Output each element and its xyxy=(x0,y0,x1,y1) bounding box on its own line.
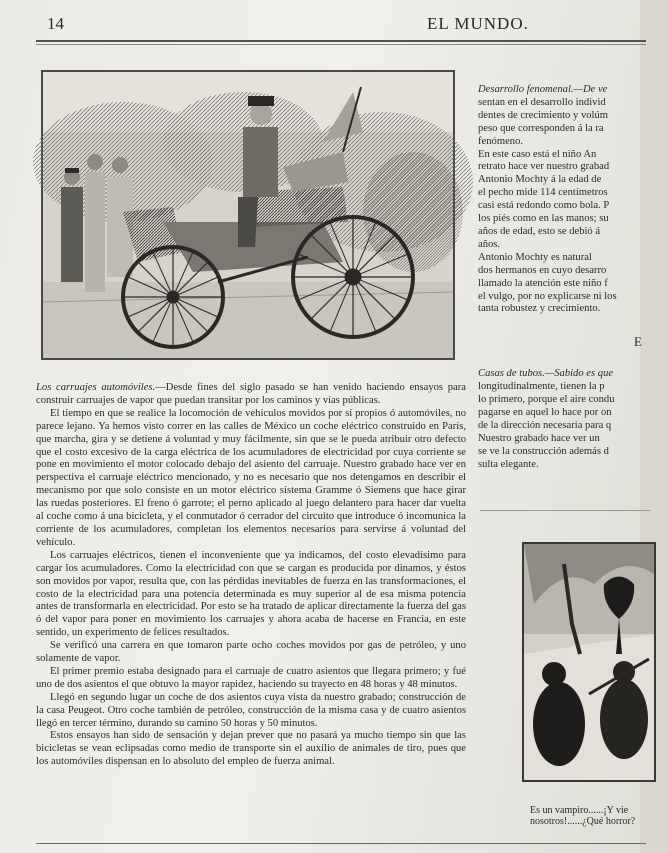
right-line: llamado la atención este niño f xyxy=(478,277,608,289)
right-line: retrato hace ver nuestro grabad xyxy=(478,161,610,173)
right-line: se ve la construcción además d xyxy=(478,445,609,457)
header-rule-thin xyxy=(36,44,646,45)
right-line: Desarrollo fenomenal.—De ve xyxy=(478,84,608,95)
article-paragraph: El tiempo en que se realice la locomoción de vehículos movidos por sí propios ó automóviles, no parece lejano. Ya hemos visto correr en las calles de México un coche eléctrico construido en París, que marcha, gira y se detiene á voluntad y muy fácilmente, sin que se le pueda atribuir otro defecto que el costo excesivo de la carga eléctrica de los acumuladores de electricidad por cuya corriente se pone en movimiento el motor colocado debajo del asiento del carruaje. Nuestro grabado hace ver en perspectiva el carruaje eléctrico mencionado, y no es necesario que nos detengamos en describir el mecanismo por que solo consiste en un motor eléctrico sistema Gramme ó Siemens que hace girar las ruedas posteriores. El freno ó garrote; el perno aplicado al juego delantero para hacer dar vuelta al coche como á una bicicleta, y el conmutador ó cerrador del circuito que introduce ó incomunica la corriente de los acumuladores, completan los elementos necesarios para servirse á voluntad del vehículo. xyxy=(36,407,466,548)
section-heading-letter: E xyxy=(634,334,642,349)
running-head: EL MUNDO. xyxy=(427,14,529,33)
right-line: dentes de crecimiento y volúm xyxy=(478,109,609,121)
cartoon-caption xyxy=(530,805,635,827)
right-line: sulta elegante. xyxy=(478,458,539,470)
right-line: Nuestro grabado hace ver un xyxy=(478,432,600,444)
article-text: —Desde fines del siglo pasado se han venido haciendo ensayos para construir carruajes de vapor que puedan transitar por los caminos y vías públicas. xyxy=(36,382,466,406)
article-paragraph: Se verificó una carrera en que tomaron parte ocho coches movidos por gas de petróleo, y uno solamente de vapor. xyxy=(36,640,466,665)
right-line: peso que corresponden á la ra xyxy=(478,122,604,134)
right-line: fenómeno. xyxy=(478,135,524,147)
right-line: En este caso está el niño An xyxy=(478,148,597,160)
right-line: longitudinalmente, tienen la p xyxy=(478,381,605,393)
right-line: Antonio Mochty á la edad de xyxy=(478,174,602,186)
page-number: 14 xyxy=(47,14,64,33)
header-rule xyxy=(36,40,646,42)
right-line: Casas de tubos.—Sabido es que xyxy=(478,368,614,380)
right-line: dos hermanos en cuyo desarro xyxy=(478,264,607,276)
right-column xyxy=(478,84,668,472)
article-paragraph xyxy=(36,382,466,408)
caption-line: Es un vampiro......¡Y vie xyxy=(530,805,629,816)
vampire-cartoon xyxy=(522,542,656,782)
right-line: sentan en el desarrollo individ xyxy=(478,96,606,108)
article-paragraph: Llegó en segundo lugar un coche de dos asientos cuya vista da nuestro grabado; construcción de la casa Peugeot. Otro coche también de petróleo, construcción de la misma casa y de cuatro asientos llegó en tercer término, durando su camino 50 horas y 50 minutos. xyxy=(36,691,466,729)
automobile-engraving xyxy=(41,70,455,360)
article-lead: Los carruajes automóviles. xyxy=(36,382,156,393)
right-line: de la dirección necesaria para q xyxy=(478,419,612,431)
right-line: años. xyxy=(478,238,501,250)
right-line: años de edad, esto se debió á xyxy=(478,225,601,237)
caption-line: nosotros!......¿Qué horror? xyxy=(530,816,636,827)
right-line: pagarse en aquel lo hace por on xyxy=(478,407,612,419)
right-line: el vulgo, por no explicarse ni los xyxy=(478,290,617,302)
right-line: el pecho mide 114 centímetros xyxy=(478,187,608,199)
article-paragraph: Estos ensayos han sido de sensación y dejan prever que no pasará ya mucho tiempo sin que las bicicletas se vean eclipsadas como medio de transporte sin el auxilio de animales de tiro, pues que los automóviles dispensan en lo absoluto del empleo de fuerza animal. xyxy=(36,730,466,768)
right-line: casi está redondo como bola. P xyxy=(478,200,610,212)
article-paragraph: El primer premio estaba designado para el carruaje de cuatro asientos que llegara primero; y fué uno de dos asientos el que obtuvo la mayor rapidez, haciendo su trayecto en 48 horas y 48 minutos. xyxy=(36,665,466,690)
article-paragraph: Los carruajes eléctricos, tienen el inconveniente que ya indicamos, del costo elevadísimo para cargar los acumuladores. Como la electricidad con que se cargan es producida por dinamos, y éstos son movidos por vapor, resulta que, con las pérdidas inevitables de fuerza en las transformaciones, el costo de la electricidad para una potencia determinada es muy superior al de esa misma potencia antes de transformarla en electricidad. Por esto se ha tratado de aplicar directamente la fuerza del gas ó del vapor para poner en movimiento los carruajes y ahora acaba de hacerse en Francia, en este sentido, un experimento de felices resultados. xyxy=(36,549,466,639)
footer-rule xyxy=(36,843,646,844)
right-line: Antonio Mochty es natural xyxy=(478,251,592,263)
engraving-drawing xyxy=(43,72,453,358)
right-line: lo primero, porque el aire condu xyxy=(478,394,615,406)
automobile-article xyxy=(36,382,466,769)
right-line: tanta robustez y crecimiento. xyxy=(478,303,601,315)
right-line: los piés como en las manos; su xyxy=(478,213,609,225)
column-rule xyxy=(480,510,650,511)
cartoon-drawing xyxy=(524,544,654,780)
